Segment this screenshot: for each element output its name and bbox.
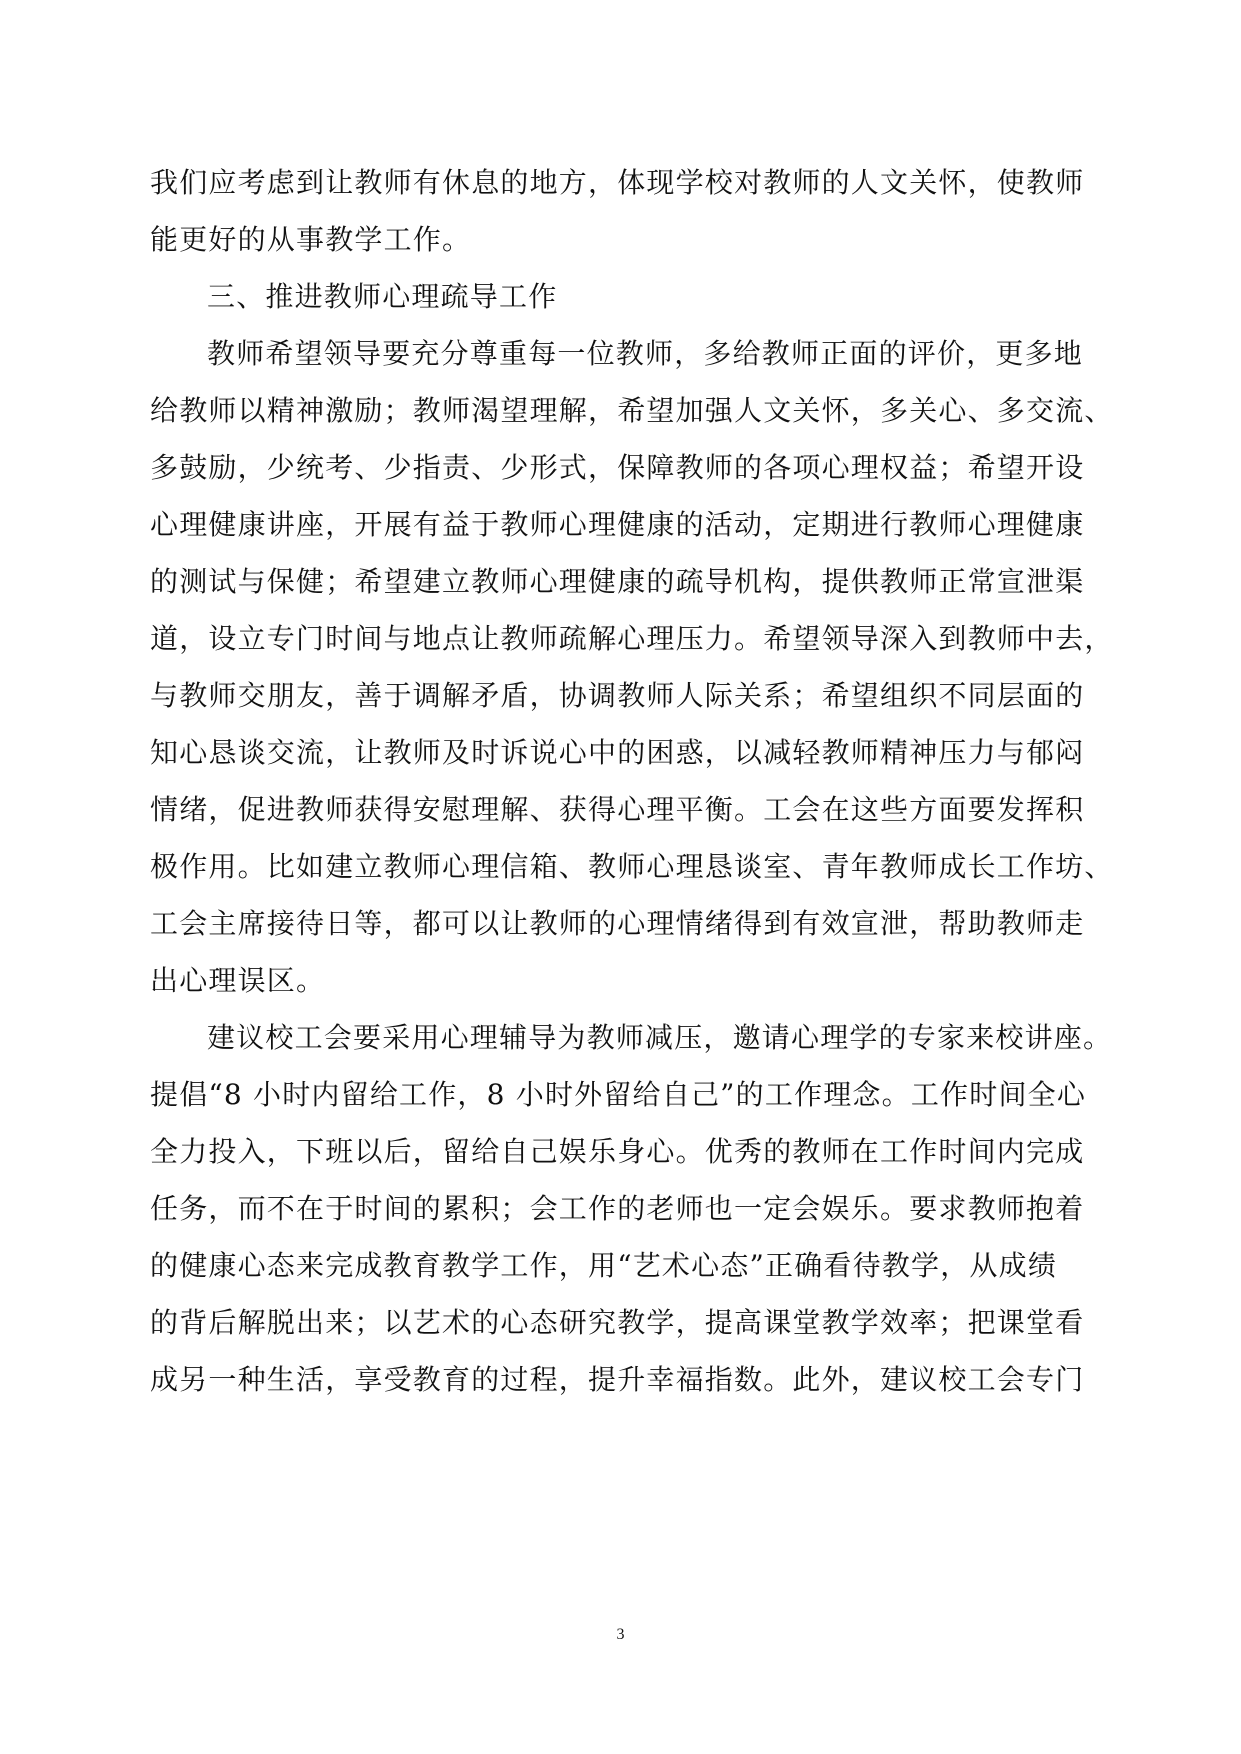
text-line: 多鼓励，少统考、少指责、少形式，保障教师的各项心理权益；希望开设 [150,451,1085,484]
text-line: 建议校工会要采用心理辅导为教师减压，邀请心理学的专家来校讲座。 [207,1021,1113,1054]
page-number: 3 [616,1626,625,1643]
text-line: 的健康心态来完成教育教学工作，用“艺术心态”正确看待教学，从成绩 [150,1249,1058,1282]
text-line: 心理健康讲座，开展有益于教师心理健康的活动，定期进行教师心理健康 [150,508,1085,541]
text-line: 任务，而不在于时间的累积；会工作的老师也一定会娱乐。要求教师抱着 [150,1192,1085,1225]
text-line: 与教师交朋友，善于调解矛盾，协调教师人际关系；希望组织不同层面的 [150,679,1085,712]
text-line: 成另一种生活，享受教育的过程，提升幸福指数。此外，建议校工会专门 [150,1363,1085,1396]
text-line: 教师希望领导要充分尊重每一位教师，多给教师正面的评价，更多地 [207,337,1084,370]
text-line: 的背后解脱出来；以艺术的心态研究教学，提高课堂教学效率；把课堂看 [150,1306,1085,1339]
text-line: 情绪，促进教师获得安慰理解、获得心理平衡。工会在这些方面要发挥积 [150,793,1085,826]
text-line: 的测试与保健；希望建立教师心理健康的疏导机构，提供教师正常宣泄渠 [150,565,1085,598]
text-line: 知心恳谈交流，让教师及时诉说心中的困惑，以减轻教师精神压力与郁闷 [150,736,1085,769]
text-line: 我们应考虑到让教师有休息的地方，体现学校对教师的人文关怀，使教师 [150,166,1085,199]
section-heading: 三、推进教师心理疏导工作 [207,280,558,313]
text-line: 全力投入，下班以后，留给自己娱乐身心。优秀的教师在工作时间内完成 [150,1135,1085,1168]
text-line: 能更好的从事教学工作。 [150,223,472,256]
text-line: 道，设立专门时间与地点让教师疏解心理压力。希望领导深入到教师中去， [150,622,1114,655]
text-line: 极作用。比如建立教师心理信箱、教师心理恳谈室、青年教师成长工作坊、 [150,850,1114,883]
text-line: 出心理误区。 [150,964,326,997]
text-line: 提倡“8 小时内留给工作，8 小时外留给自己”的工作理念。工作时间全心 [150,1078,1087,1111]
text-line: 给教师以精神激励；教师渴望理解，希望加强人文关怀，多关心、多交流、 [150,394,1114,427]
text-line: 工会主席接待日等，都可以让教师的心理情绪得到有效宣泄，帮助教师走 [150,907,1085,940]
